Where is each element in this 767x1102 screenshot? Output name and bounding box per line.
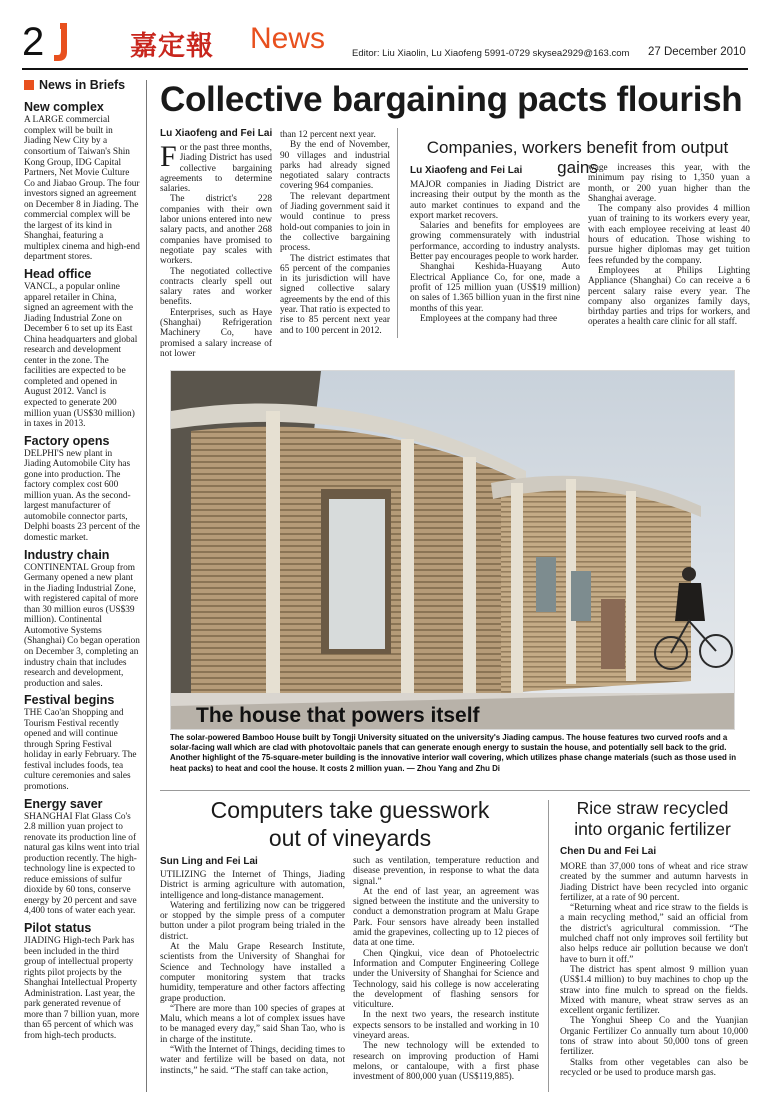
briefs-square-icon bbox=[24, 80, 34, 90]
rice-paragraph: MORE than 37,000 tons of wheat and rice straw created by the summer and autumn harvests in Jiading District have been recycled into organic fertilizer, at a rate of 90 percent. bbox=[560, 862, 748, 903]
lead-paragraph: By the end of November, 90 villages and industrial parks had already signed negotiated salary contracts covering 964 companies. bbox=[280, 140, 390, 192]
computers-paragraph: “With the Internet of Things, deciding times to water and fertilize will be based on data, not instincts,” he said. “The staff can take action, bbox=[160, 1045, 345, 1076]
computers-paragraph: Chen Qingkui, vice dean of Photoelectric Information and Computer Engineering College under the University of Shanghai for Science and Technology, said his college is now accelerating the development of flashing sensors for viticulture. bbox=[353, 948, 539, 1011]
story-divider bbox=[397, 128, 398, 338]
brief-text: VANCL, a popular online apparel retailer in China, signed an agreement with the Jiading Industrial Zone on December 6 to set up its East China headquarters and global research and development center in the zone. The facilities are expected to be completed and opened in August 2012. Vancl is expected to generate 200 million yuan (US$30 million) in taxes in 2013. bbox=[24, 282, 138, 430]
rice-paragraph: Stalks from other vegetables can also be recycled or be used to produce marsh gas. bbox=[560, 1057, 748, 1078]
computers-paragraph: The new technology will be extended to research on improving production of Hami melons, or cantaloupe, with a first phase investment of 800,000 yuan (US$119,885). bbox=[353, 1041, 539, 1083]
computers-paragraph: At the end of last year, an agreement was signed between the institute and the university to conduct a demonstration program at Malu Grape Park. Four sensors have already been installed amid the grapevines, collecting up to 12 pieces of data at one time. bbox=[353, 886, 539, 949]
computers-paragraph: UTILIZING the Internet of Things, Jiading District is arming agriculture with automation, intelligence and long-distance management. bbox=[160, 870, 345, 901]
side-paragraph: Shanghai Keshida-Huayang Auto Electrical Appliance Co, for one, made a profit of 125 million yuan (US$19 million) on sales of 1.365 billion yuan in the first nine months of this year. bbox=[410, 262, 580, 314]
computers-paragraph: Watering and fertilizing now can be triggered or stopped by the simple press of a computer button under a pilot program being trialed in the district. bbox=[160, 900, 345, 942]
side-paragraph: The company also provides 4 million yuan of training to its workers every year, with each employee receiving at least 40 hours of education. Those wishing to pursue higher diplomas may get tuition fees refunded by the company. bbox=[588, 204, 750, 266]
side-paragraph: Salaries and benefits for employees are growing commensurately with industrial performance, according to industry analysts. Better pay encourages people to work harder. bbox=[410, 221, 580, 263]
brief-headline[interactable]: Factory opens bbox=[24, 433, 110, 448]
rice-body bbox=[560, 862, 748, 1078]
header-divider bbox=[22, 68, 748, 70]
computers-paragraph: In the next two years, the research institute expects sensors to be installed and working in 10 vineyard areas. bbox=[353, 1010, 539, 1042]
lead-byline: Lu Xiaofeng and Fei Lai bbox=[160, 128, 273, 139]
masthead-logo: 嘉定報 bbox=[130, 31, 214, 62]
computers-headline[interactable] bbox=[170, 796, 530, 852]
briefs-label bbox=[24, 80, 140, 90]
brief-text: JIADING High-tech Park has been included in the third group of intellectual property rights pilot projects by the Shanghai Intellectual Property Administration. Last year, the park generated revenue of more than 7 billion yuan, more than 65 percent of which was from high-tech products. bbox=[24, 935, 140, 1041]
brief-text: CONTINENTAL Group from Germany opened a new plant in the Jiading Industrial Zone, with registered capital of more than 30 million euros (US$39 million). Continental Automotive Systems (Shanghai) Co began operation on December 3, completing an industry chain that includes research and development, production and sales. bbox=[24, 562, 140, 689]
brief-headline[interactable]: Head office bbox=[24, 267, 92, 281]
lead-paragraph: than 12 percent next year. bbox=[280, 130, 376, 140]
lead-paragraph: or the past three months, Jiading District has used collective bargaining agreements to determine salaries. bbox=[160, 143, 272, 195]
side-paragraph: wage increases this year, with the minimum pay rising to 1,350 yuan a month, or 200 yuan higher than the Shanghai average. bbox=[588, 163, 750, 204]
page-number: 2 bbox=[22, 20, 45, 64]
computers-body-col2 bbox=[353, 856, 539, 1083]
section-divider bbox=[160, 790, 750, 791]
photo-caption: The solar-powered Bamboo House built by Tongji University situated on the university's Jiading campus. The house features two curved roofs and a solar-facing wall which are clad with photovoltaic panels that can generate enough energy to sustain the house, and potentially sell back to the grid. Another highlight of the 75-square-meter building is the innovative interior wall covering, which utilizes phase change materials (such as those used in heat packs) to heat and cool the house. It costs 2 million yuan. — Zhou Yang and Zhu Di bbox=[170, 733, 737, 773]
computers-headline-line2: out of vineyards bbox=[268, 825, 432, 851]
rice-paragraph: The district has spent almost 9 million yuan (US$1.4 million) to buy machines to chop up the straw into fine mulch to spread on the fields. Mixed with manure, wheat straw serves as an excellent organic fertilizer. bbox=[560, 964, 748, 1017]
brief-text: DELPHI'S new plant in Jiading Automobile City has gone into production. The factory complex cost 600 million yuan. As the second-largest manufacturer of automobile connector parts, Delphi boasts 23 percent of the domestic market. bbox=[24, 448, 140, 544]
computers-paragraph: “There are more than 100 species of grapes at Malu, which means a lot of complex issues have to be managed every day,” said Shan Tao, who is in charge of the institute. bbox=[160, 1003, 345, 1045]
photo-headline[interactable]: The house that powers itself bbox=[196, 704, 480, 727]
lead-paragraph: Enterprises, such as Haye (Shanghai) Refrigeration Machinery Co, have promised a salary increase of not lower bbox=[160, 307, 272, 359]
brief-text: THE Cao'an Shopping and Tourism Festival recently opened and will continue through Spring Festival holiday in early February. The festival includes foods, tea culture ceremonies and sales promotions. bbox=[24, 708, 137, 792]
rice-headline[interactable] bbox=[555, 798, 750, 839]
brief-headline[interactable]: Energy saver bbox=[24, 796, 103, 811]
lead-paragraph: The relevant department of Jiading government said it would continue to press hold-out companies to join in the collective bargaining process. bbox=[280, 191, 390, 254]
side-body-col2 bbox=[588, 163, 750, 328]
brief-headline[interactable]: Industry chain bbox=[24, 547, 110, 562]
story-divider bbox=[548, 800, 549, 1092]
briefs-label-text: News in Briefs bbox=[39, 78, 126, 92]
briefs-list bbox=[24, 100, 140, 1041]
bamboo-house-photo[interactable] bbox=[170, 370, 735, 730]
rice-headline-line2: into organic fertilizer bbox=[574, 818, 731, 839]
rice-paragraph: “Returning wheat and rice straw to the fields is a main recycling method,” said an official from the district's agricultural commission. “The mulched chaff not only improves soil fertility but also helps reduce air pollution because we don't have to burn it off.” bbox=[560, 903, 748, 965]
rice-byline: Chen Du and Fei Lai bbox=[560, 846, 657, 857]
brief-headline[interactable]: New complex bbox=[24, 100, 104, 115]
editor-line: Editor: Liu Xiaolin, Lu Xiaofeng 5991-0729 skysea2929@163.com bbox=[352, 48, 630, 59]
computers-headline-line1: Computers take guesswork bbox=[210, 797, 490, 823]
lead-body-col2 bbox=[280, 130, 390, 336]
side-body-col1 bbox=[410, 180, 580, 324]
lead-paragraph: The district estimates that 65 percent of the companies in its jurisdiction will have signed collective salary agreements by the end of this year. That ratio is expected to rise to 85 percent next year and to 100 percent in 2012. bbox=[280, 253, 390, 336]
side-byline: Lu Xiaofeng and Fei Lai bbox=[410, 165, 523, 176]
drop-cap: F bbox=[160, 140, 177, 173]
computers-body-col1 bbox=[160, 870, 345, 1076]
lead-paragraph: The negotiated collective contracts clearly spell out salary rates and worker benefits. bbox=[160, 266, 272, 308]
news-in-briefs bbox=[24, 80, 140, 1041]
computers-paragraph: such as ventilation, temperature reduction and disease prevention, in response to what the data signal.” bbox=[353, 856, 539, 887]
lead-paragraph: The district's 228 companies with their own labor unions entered into new salary pacts, and another 268 companies have promised to negotiate pay scales with workers. bbox=[160, 194, 272, 267]
brief-text: A LARGE commercial complex will be built in Jiading New City by a consortium of Taiwan's Shin Kong Group, IDG Capital Partners, Net Movie Culture Co and Jiabao Group. The four investors signed an agreement on December 8 in Jiading. The commercial complex will be the largest of its kind in Shanghai, featuring a multiplex cinema and high-end department stores. bbox=[24, 115, 140, 263]
side-paragraph: Employees at Philips Lighting Appliance (Shanghai) Co can receive a 6 percent salary raise every year. The company also organizes family days, birthday parties and trips for workers, and operates a health care clinic for all staff. bbox=[588, 265, 750, 328]
column-divider bbox=[146, 80, 147, 1092]
brief-headline[interactable]: Festival begins bbox=[24, 693, 115, 708]
section-title: News bbox=[250, 22, 326, 55]
bamboo-house-illustration bbox=[171, 371, 735, 730]
lead-headline[interactable]: Collective bargaining pacts flourish bbox=[160, 80, 743, 119]
rice-paragraph: The Yonghui Sheep Co and the Yuanjian Organic Fertilizer Co annually turn about 10,000 tons of straw into about 50,000 tons of green fertilizer. bbox=[560, 1016, 748, 1058]
side-paragraph: Employees at the company had three bbox=[420, 313, 558, 324]
section-mark-icon bbox=[52, 20, 70, 64]
computers-paragraph: At the Malu Grape Research Institute, scientists from the University of Shanghai for Science and Technology have installed a computer monitoring system that tracks humidity, temperature and other factors affecting grape production. bbox=[160, 942, 345, 1004]
brief-text: SHANGHAI Flat Glass Co's 2.8 million yuan project to renovate its production line of natural gas kilns went into trial production recently. The high-technology line is expected to reduce emissions of sulfur dioxide by 60 tons, conserve energy by 20 percent and save 4,400 tons of water each year. bbox=[24, 811, 140, 917]
computers-byline: Sun Ling and Fei Lai bbox=[160, 856, 258, 867]
issue-date: 27 December 2010 bbox=[648, 46, 746, 58]
lead-body-col1 bbox=[160, 140, 272, 359]
rice-headline-line1: Rice straw recycled bbox=[576, 798, 729, 818]
side-headline[interactable]: Companies, workers benefit from output gains bbox=[426, 138, 729, 177]
side-paragraph: MAJOR companies in Jiading District are increasing their output by the month as the auto market continues to expand and the export market recovers. bbox=[410, 180, 580, 221]
brief-headline[interactable]: Pilot status bbox=[24, 920, 92, 935]
